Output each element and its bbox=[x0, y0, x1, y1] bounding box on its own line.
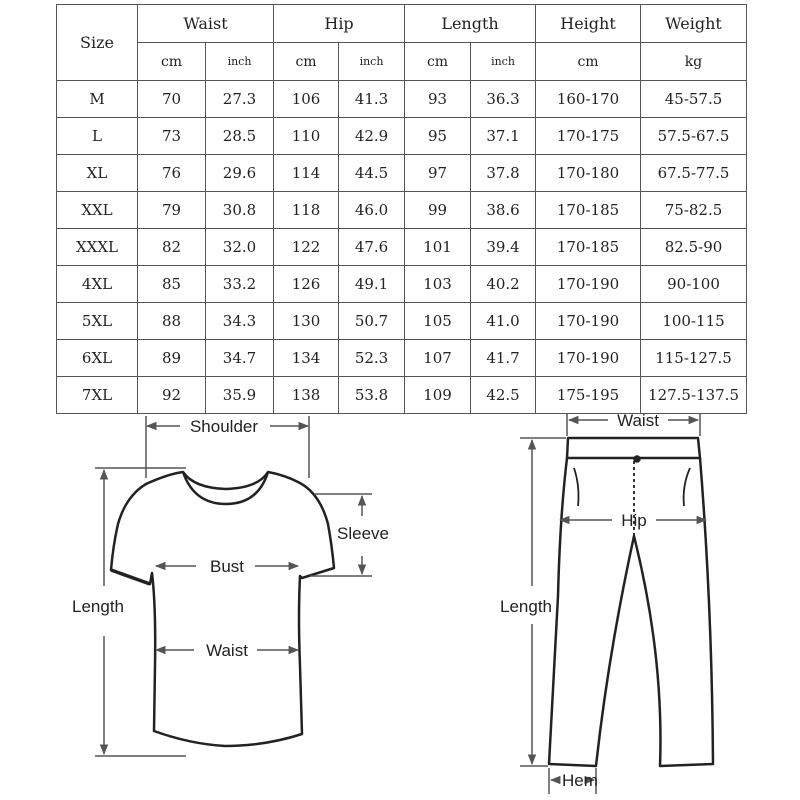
size-cell: 5XL bbox=[57, 303, 138, 340]
shoulder-label: Shoulder bbox=[189, 417, 259, 436]
table-cell: 33.2 bbox=[206, 266, 274, 303]
waist-header: Waist bbox=[138, 5, 274, 43]
table-cell: 30.8 bbox=[206, 192, 274, 229]
table-unit-row bbox=[57, 43, 747, 81]
table-cell: 170-180 bbox=[536, 155, 641, 192]
table-cell: 41.3 bbox=[339, 81, 405, 118]
table-cell: 75-82.5 bbox=[641, 192, 747, 229]
unit-cell: cm bbox=[138, 43, 206, 81]
hip-header: Hip bbox=[274, 5, 405, 43]
table-cell: 122 bbox=[274, 229, 339, 266]
table-cell: 37.8 bbox=[471, 155, 536, 192]
hem-label: Hem bbox=[562, 771, 598, 790]
table-cell: 85 bbox=[138, 266, 206, 303]
table-cell: 41.0 bbox=[471, 303, 536, 340]
size-header: Size bbox=[57, 5, 138, 81]
shirt-dimension-lines bbox=[95, 416, 372, 756]
table-cell: 27.3 bbox=[206, 81, 274, 118]
table-cell: 138 bbox=[274, 377, 339, 414]
size-cell: L bbox=[57, 118, 138, 155]
table-cell: 126 bbox=[274, 266, 339, 303]
table-cell: 52.3 bbox=[339, 340, 405, 377]
table-cell: 106 bbox=[274, 81, 339, 118]
table-cell: 95 bbox=[405, 118, 471, 155]
table-cell: 40.2 bbox=[471, 266, 536, 303]
table-cell: 42.9 bbox=[339, 118, 405, 155]
table-cell: 32.0 bbox=[206, 229, 274, 266]
table-cell: 93 bbox=[405, 81, 471, 118]
hip-label: Hip bbox=[621, 511, 647, 530]
table-cell: 82.5-90 bbox=[641, 229, 747, 266]
table-cell: 42.5 bbox=[471, 377, 536, 414]
unit-cell: kg bbox=[641, 43, 747, 81]
pants-length-label: Length bbox=[500, 597, 552, 616]
table-cell: 115-127.5 bbox=[641, 340, 747, 377]
shirt-length-label: Length bbox=[72, 597, 124, 616]
table-cell: 160-170 bbox=[536, 81, 641, 118]
table-cell: 46.0 bbox=[339, 192, 405, 229]
table-cell: 76 bbox=[138, 155, 206, 192]
table-row bbox=[57, 229, 747, 266]
unit-cell: inch bbox=[339, 43, 405, 81]
table-cell: 127.5-137.5 bbox=[641, 377, 747, 414]
table-cell: 37.1 bbox=[471, 118, 536, 155]
table-header-row bbox=[57, 5, 747, 43]
size-cell: M bbox=[57, 81, 138, 118]
table-cell: 53.8 bbox=[339, 377, 405, 414]
pants-illustration bbox=[549, 438, 713, 766]
size-cell: 6XL bbox=[57, 340, 138, 377]
table-cell: 170-190 bbox=[536, 303, 641, 340]
unit-cell: inch bbox=[206, 43, 274, 81]
table-cell: 29.6 bbox=[206, 155, 274, 192]
table-cell: 170-190 bbox=[536, 266, 641, 303]
table-cell: 41.7 bbox=[471, 340, 536, 377]
size-cell: XL bbox=[57, 155, 138, 192]
measurement-diagram bbox=[0, 406, 800, 800]
table-cell: 103 bbox=[405, 266, 471, 303]
unit-cell: cm bbox=[536, 43, 641, 81]
table-cell: 89 bbox=[138, 340, 206, 377]
table-cell: 73 bbox=[138, 118, 206, 155]
table-body bbox=[57, 81, 747, 414]
size-chart-table bbox=[56, 4, 747, 414]
table-row bbox=[57, 155, 747, 192]
size-cell: 4XL bbox=[57, 266, 138, 303]
table-cell: 35.9 bbox=[206, 377, 274, 414]
table-cell: 90-100 bbox=[641, 266, 747, 303]
table-cell: 39.4 bbox=[471, 229, 536, 266]
table-cell: 109 bbox=[405, 377, 471, 414]
shirt-waist-label: Waist bbox=[206, 641, 248, 660]
table-cell: 67.5-77.5 bbox=[641, 155, 747, 192]
table-cell: 79 bbox=[138, 192, 206, 229]
table-cell: 101 bbox=[405, 229, 471, 266]
size-cell: XXL bbox=[57, 192, 138, 229]
height-header: Height bbox=[536, 5, 641, 43]
table-cell: 38.6 bbox=[471, 192, 536, 229]
table-cell: 99 bbox=[405, 192, 471, 229]
table-row bbox=[57, 192, 747, 229]
table-cell: 97 bbox=[405, 155, 471, 192]
table-cell: 44.5 bbox=[339, 155, 405, 192]
table-cell: 70 bbox=[138, 81, 206, 118]
table-cell: 82 bbox=[138, 229, 206, 266]
table-cell: 170-190 bbox=[536, 340, 641, 377]
table-cell: 88 bbox=[138, 303, 206, 340]
table-cell: 100-115 bbox=[641, 303, 747, 340]
table-cell: 50.7 bbox=[339, 303, 405, 340]
table-cell: 170-175 bbox=[536, 118, 641, 155]
table-row bbox=[57, 118, 747, 155]
unit-cell: cm bbox=[405, 43, 471, 81]
table-cell: 92 bbox=[138, 377, 206, 414]
table-cell: 45-57.5 bbox=[641, 81, 747, 118]
size-cell: XXXL bbox=[57, 229, 138, 266]
table-cell: 107 bbox=[405, 340, 471, 377]
table-row bbox=[57, 81, 747, 118]
table-cell: 118 bbox=[274, 192, 339, 229]
table-row bbox=[57, 340, 747, 377]
table-cell: 170-185 bbox=[536, 192, 641, 229]
table-cell: 57.5-67.5 bbox=[641, 118, 747, 155]
table-cell: 49.1 bbox=[339, 266, 405, 303]
sleeve-label: Sleeve bbox=[337, 524, 389, 543]
length-header: Length bbox=[405, 5, 536, 43]
bust-label: Bust bbox=[209, 557, 245, 576]
unit-cell: cm bbox=[274, 43, 339, 81]
table-cell: 47.6 bbox=[339, 229, 405, 266]
table-cell: 28.5 bbox=[206, 118, 274, 155]
table-cell: 110 bbox=[274, 118, 339, 155]
table-cell: 170-185 bbox=[536, 229, 641, 266]
table-cell: 34.7 bbox=[206, 340, 274, 377]
unit-cell: inch bbox=[471, 43, 536, 81]
tshirt-illustration bbox=[111, 472, 334, 746]
table-cell: 130 bbox=[274, 303, 339, 340]
table-cell: 175-195 bbox=[536, 377, 641, 414]
size-cell: 7XL bbox=[57, 377, 138, 414]
table-cell: 36.3 bbox=[471, 81, 536, 118]
table-row bbox=[57, 266, 747, 303]
table-row bbox=[57, 303, 747, 340]
table-cell: 114 bbox=[274, 155, 339, 192]
table-cell: 105 bbox=[405, 303, 471, 340]
table-cell: 134 bbox=[274, 340, 339, 377]
weight-header: Weight bbox=[641, 5, 747, 43]
pants-waist-label: Waist bbox=[617, 411, 659, 430]
table-cell: 34.3 bbox=[206, 303, 274, 340]
